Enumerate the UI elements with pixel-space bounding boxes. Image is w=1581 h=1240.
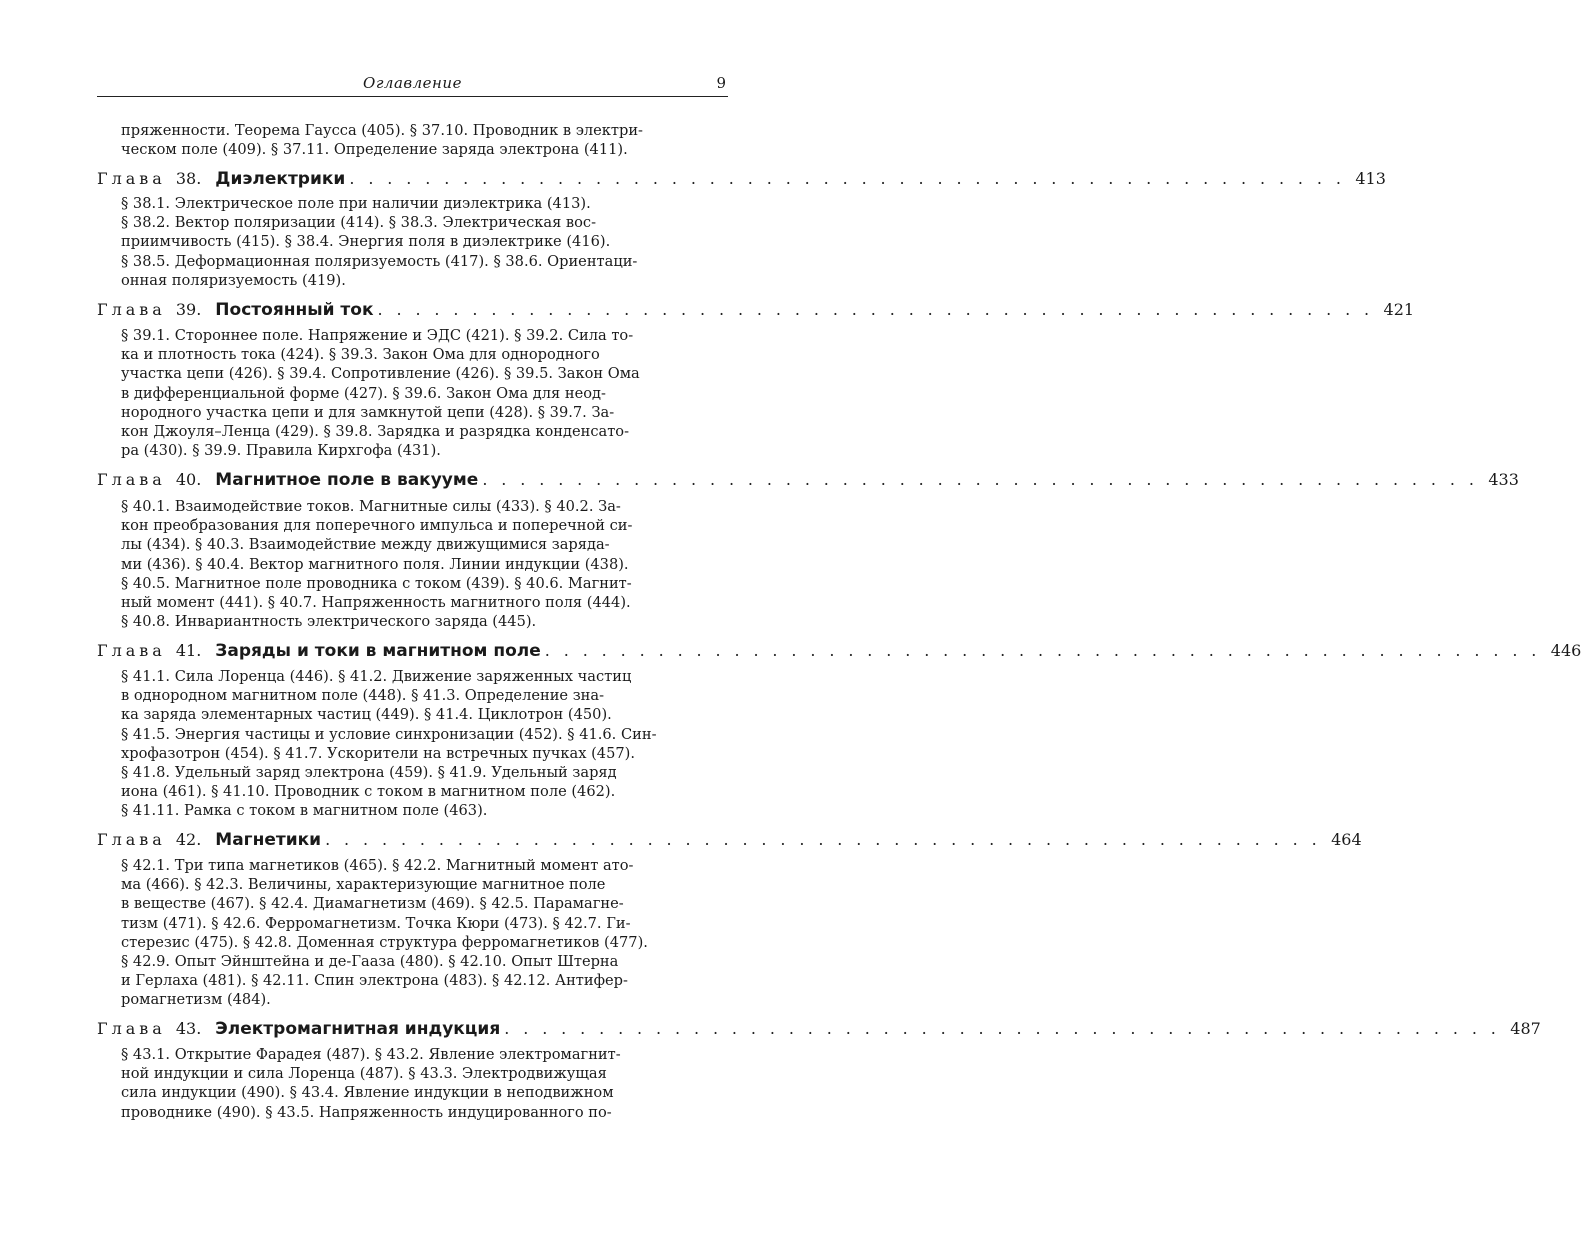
text-line: ромагнетизм (484). <box>121 991 271 1009</box>
chapter-title: Диэлектрики <box>215 169 346 189</box>
chapter-39-sections <box>121 326 679 460</box>
text-line: § 38.2. Вектор поляризации (414). § 38.3. Электрическая вос- <box>121 214 597 232</box>
text-line: нородного участка цепи и для замкнутой цепи (428). § 39.7. За- <box>121 403 615 421</box>
chapter-number: 43. <box>175 1019 202 1038</box>
chapter-41-heading <box>97 640 1581 662</box>
chapter-word: Глава <box>97 1019 166 1038</box>
chapter-43-heading <box>97 1018 1541 1040</box>
text-line: стерезис (475). § 42.8. Доменная структура ферромагнетиков (477). <box>121 933 648 951</box>
chapter-page: 413 <box>1355 169 1386 188</box>
chapter-39-heading <box>97 299 1415 321</box>
text-line: § 42.9. Опыт Эйнштейна и де-Гааза (480). § 42.10. Опыт Штерна <box>121 953 619 971</box>
chapter-42-sections <box>121 856 679 1010</box>
dot-leader: . . . . . . . . . . . . . . . . . . . . . . . . . . . . . . . . . . . . . . . . . . . . . . . . . . . . . <box>325 830 1322 849</box>
text-line: § 38.1. Электрическое поле при наличии диэлектрика (413). <box>121 195 591 212</box>
text-line: § 41.8. Удельный заряд электрона (459). § 41.9. Удельный заряд <box>121 764 617 782</box>
text-line: приимчивость (415). § 38.4. Энергия поля в диэлектрике (416). <box>121 233 611 251</box>
text-line: § 42.1. Три типа магнетиков (465). § 42.2. Магнитный момент ато- <box>121 857 634 874</box>
chapter-title: Магнетики <box>215 830 322 850</box>
chapter-word: Глава <box>97 641 166 660</box>
chapter-38-heading <box>97 168 1386 190</box>
text-line: ной индукции и сила Лоренца (487). § 43.3. Электродвижущая <box>121 1065 607 1083</box>
chapter-page: 446 <box>1550 641 1581 660</box>
text-line: ка и плотность тока (424). § 39.3. Закон Ома для однородного <box>121 346 600 364</box>
dot-leader: . . . . . . . . . . . . . . . . . . . . . . . . . . . . . . . . . . . . . . . . . . . . . . . . . . . . . <box>544 641 1541 660</box>
chapter-number: 38. <box>175 169 202 188</box>
chapter-number: 42. <box>175 830 202 849</box>
chapter-word: Глава <box>97 300 166 319</box>
text-line: проводнике (490). § 43.5. Напряженность индуцированного по- <box>121 1103 612 1121</box>
text-line: ческом поле (409). § 37.11. Определение заряда электрона (411). <box>121 141 628 159</box>
chapter-40-heading <box>97 469 1519 491</box>
chapter-41-sections <box>121 667 679 821</box>
chapter-38-sections <box>121 194 679 290</box>
text-line: в однородном магнитном поле (448). § 41.3. Определение зна- <box>121 687 605 705</box>
text-line: § 40.1. Взаимодействие токов. Магнитные силы (433). § 40.2. За- <box>121 498 621 515</box>
text-line: иона (461). § 41.10. Проводник с током в магнитном поле (462). <box>121 783 616 801</box>
text-line: ка заряда элементарных частиц (449). § 41.4. Циклотрон (450). <box>121 706 612 724</box>
text-line: онная поляризуемость (419). <box>121 271 346 289</box>
chapter-43-sections <box>121 1045 679 1122</box>
dot-leader: . . . . . . . . . . . . . . . . . . . . . . . . . . . . . . . . . . . . . . . . . . . . . . . . . . . . . <box>349 169 1346 188</box>
text-line: в веществе (467). § 42.4. Диамагнетизм (469). § 42.5. Парамагне- <box>121 895 624 913</box>
chapter-word: Глава <box>97 830 166 849</box>
chapter-page: 464 <box>1331 830 1362 849</box>
text-line: лы (434). § 40.3. Взаимодействие между движущимися заряда- <box>121 536 610 554</box>
chapter-title: Постоянный ток <box>215 300 374 320</box>
text-line: ный момент (441). § 40.7. Напряженность магнитного поля (444). <box>121 594 631 612</box>
text-line: сила индукции (490). § 43.4. Явление индукции в неподвижном <box>121 1084 614 1102</box>
dot-leader: . . . . . . . . . . . . . . . . . . . . . . . . . . . . . . . . . . . . . . . . . . . . . . . . . . . . . <box>377 300 1374 319</box>
chapter-number: 41. <box>175 641 202 660</box>
text-line: кон преобразования для поперечного импульса и поперечной си- <box>121 517 633 535</box>
chapter-page: 433 <box>1488 470 1519 489</box>
text-line: § 40.8. Инвариантность электрического заряда (445). <box>121 613 537 631</box>
chapter-number: 40. <box>175 470 202 489</box>
text-line: тизм (471). § 42.6. Ферромагнетизм. Точка Кюри (473). § 42.7. Ги- <box>121 914 631 932</box>
text-line: ми (436). § 40.4. Вектор магнитного поля. Линии индукции (438). <box>121 555 629 573</box>
chapter-page: 421 <box>1383 300 1415 319</box>
text-line: § 40.5. Магнитное поле проводника с током (439). § 40.6. Магнит- <box>121 574 632 592</box>
chapter-word: Глава <box>97 470 166 489</box>
chapter-word: Глава <box>97 169 166 188</box>
dot-leader: . . . . . . . . . . . . . . . . . . . . . . . . . . . . . . . . . . . . . . . . . . . . . . . . . . . . . <box>482 470 1479 489</box>
text-line: кон Джоуля–Ленца (429). § 39.8. Зарядка и разрядка конденсато- <box>121 423 630 441</box>
text-line: § 41.5. Энергия частицы и условие синхронизации (452). § 41.6. Син- <box>121 725 657 743</box>
text-line: и Герлаха (481). § 42.11. Спин электрона (483). § 42.12. Антифер- <box>121 972 628 990</box>
text-line: § 43.1. Открытие Фарадея (487). § 43.2. Явление электромагнит- <box>121 1046 621 1063</box>
chapter-40-sections <box>121 497 679 631</box>
chapter-number: 39. <box>175 300 202 319</box>
text-line: § 39.1. Стороннее поле. Напряжение и ЭДС (421). § 39.2. Сила то- <box>121 327 634 344</box>
text-line: пряженности. Теорема Гаусса (405). § 37.10. Проводник в электри- <box>121 122 643 139</box>
text-line: в дифференциальной форме (427). § 39.6. Закон Ома для неод- <box>121 384 606 402</box>
text-line: § 41.1. Сила Лоренца (446). § 41.2. Движение заряженных частиц <box>121 668 632 685</box>
text-line: § 41.11. Рамка с током в магнитном поле (463). <box>121 802 488 820</box>
text-line: § 38.5. Деформационная поляризуемость (417). § 38.6. Ориентаци- <box>121 252 638 270</box>
dot-leader: . . . . . . . . . . . . . . . . . . . . . . . . . . . . . . . . . . . . . . . . . . . . . . . . . . . . . <box>504 1019 1501 1038</box>
running-header <box>97 74 728 97</box>
text-line: участка цепи (426). § 39.4. Сопротивление (426). § 39.5. Закон Ома <box>121 365 640 383</box>
chapter-title: Заряды и токи в магнитном поле <box>215 641 541 661</box>
text-line: хрофазотрон (454). § 41.7. Ускорители на встречных пучках (457). <box>121 744 635 762</box>
header-page-number: 9 <box>716 74 726 92</box>
chapter-page: 487 <box>1510 1019 1541 1038</box>
text-line: ра (430). § 39.9. Правила Кирхгофа (431). <box>121 442 441 460</box>
text-line: ма (466). § 42.3. Величины, характеризующие магнитное поле <box>121 876 606 894</box>
intro-paragraph <box>121 121 679 159</box>
chapter-title: Электромагнитная индукция <box>215 1019 501 1039</box>
header-title: Оглавление <box>363 74 462 92</box>
chapter-title: Магнитное поле в вакууме <box>215 470 479 490</box>
chapter-42-heading <box>97 829 1362 851</box>
